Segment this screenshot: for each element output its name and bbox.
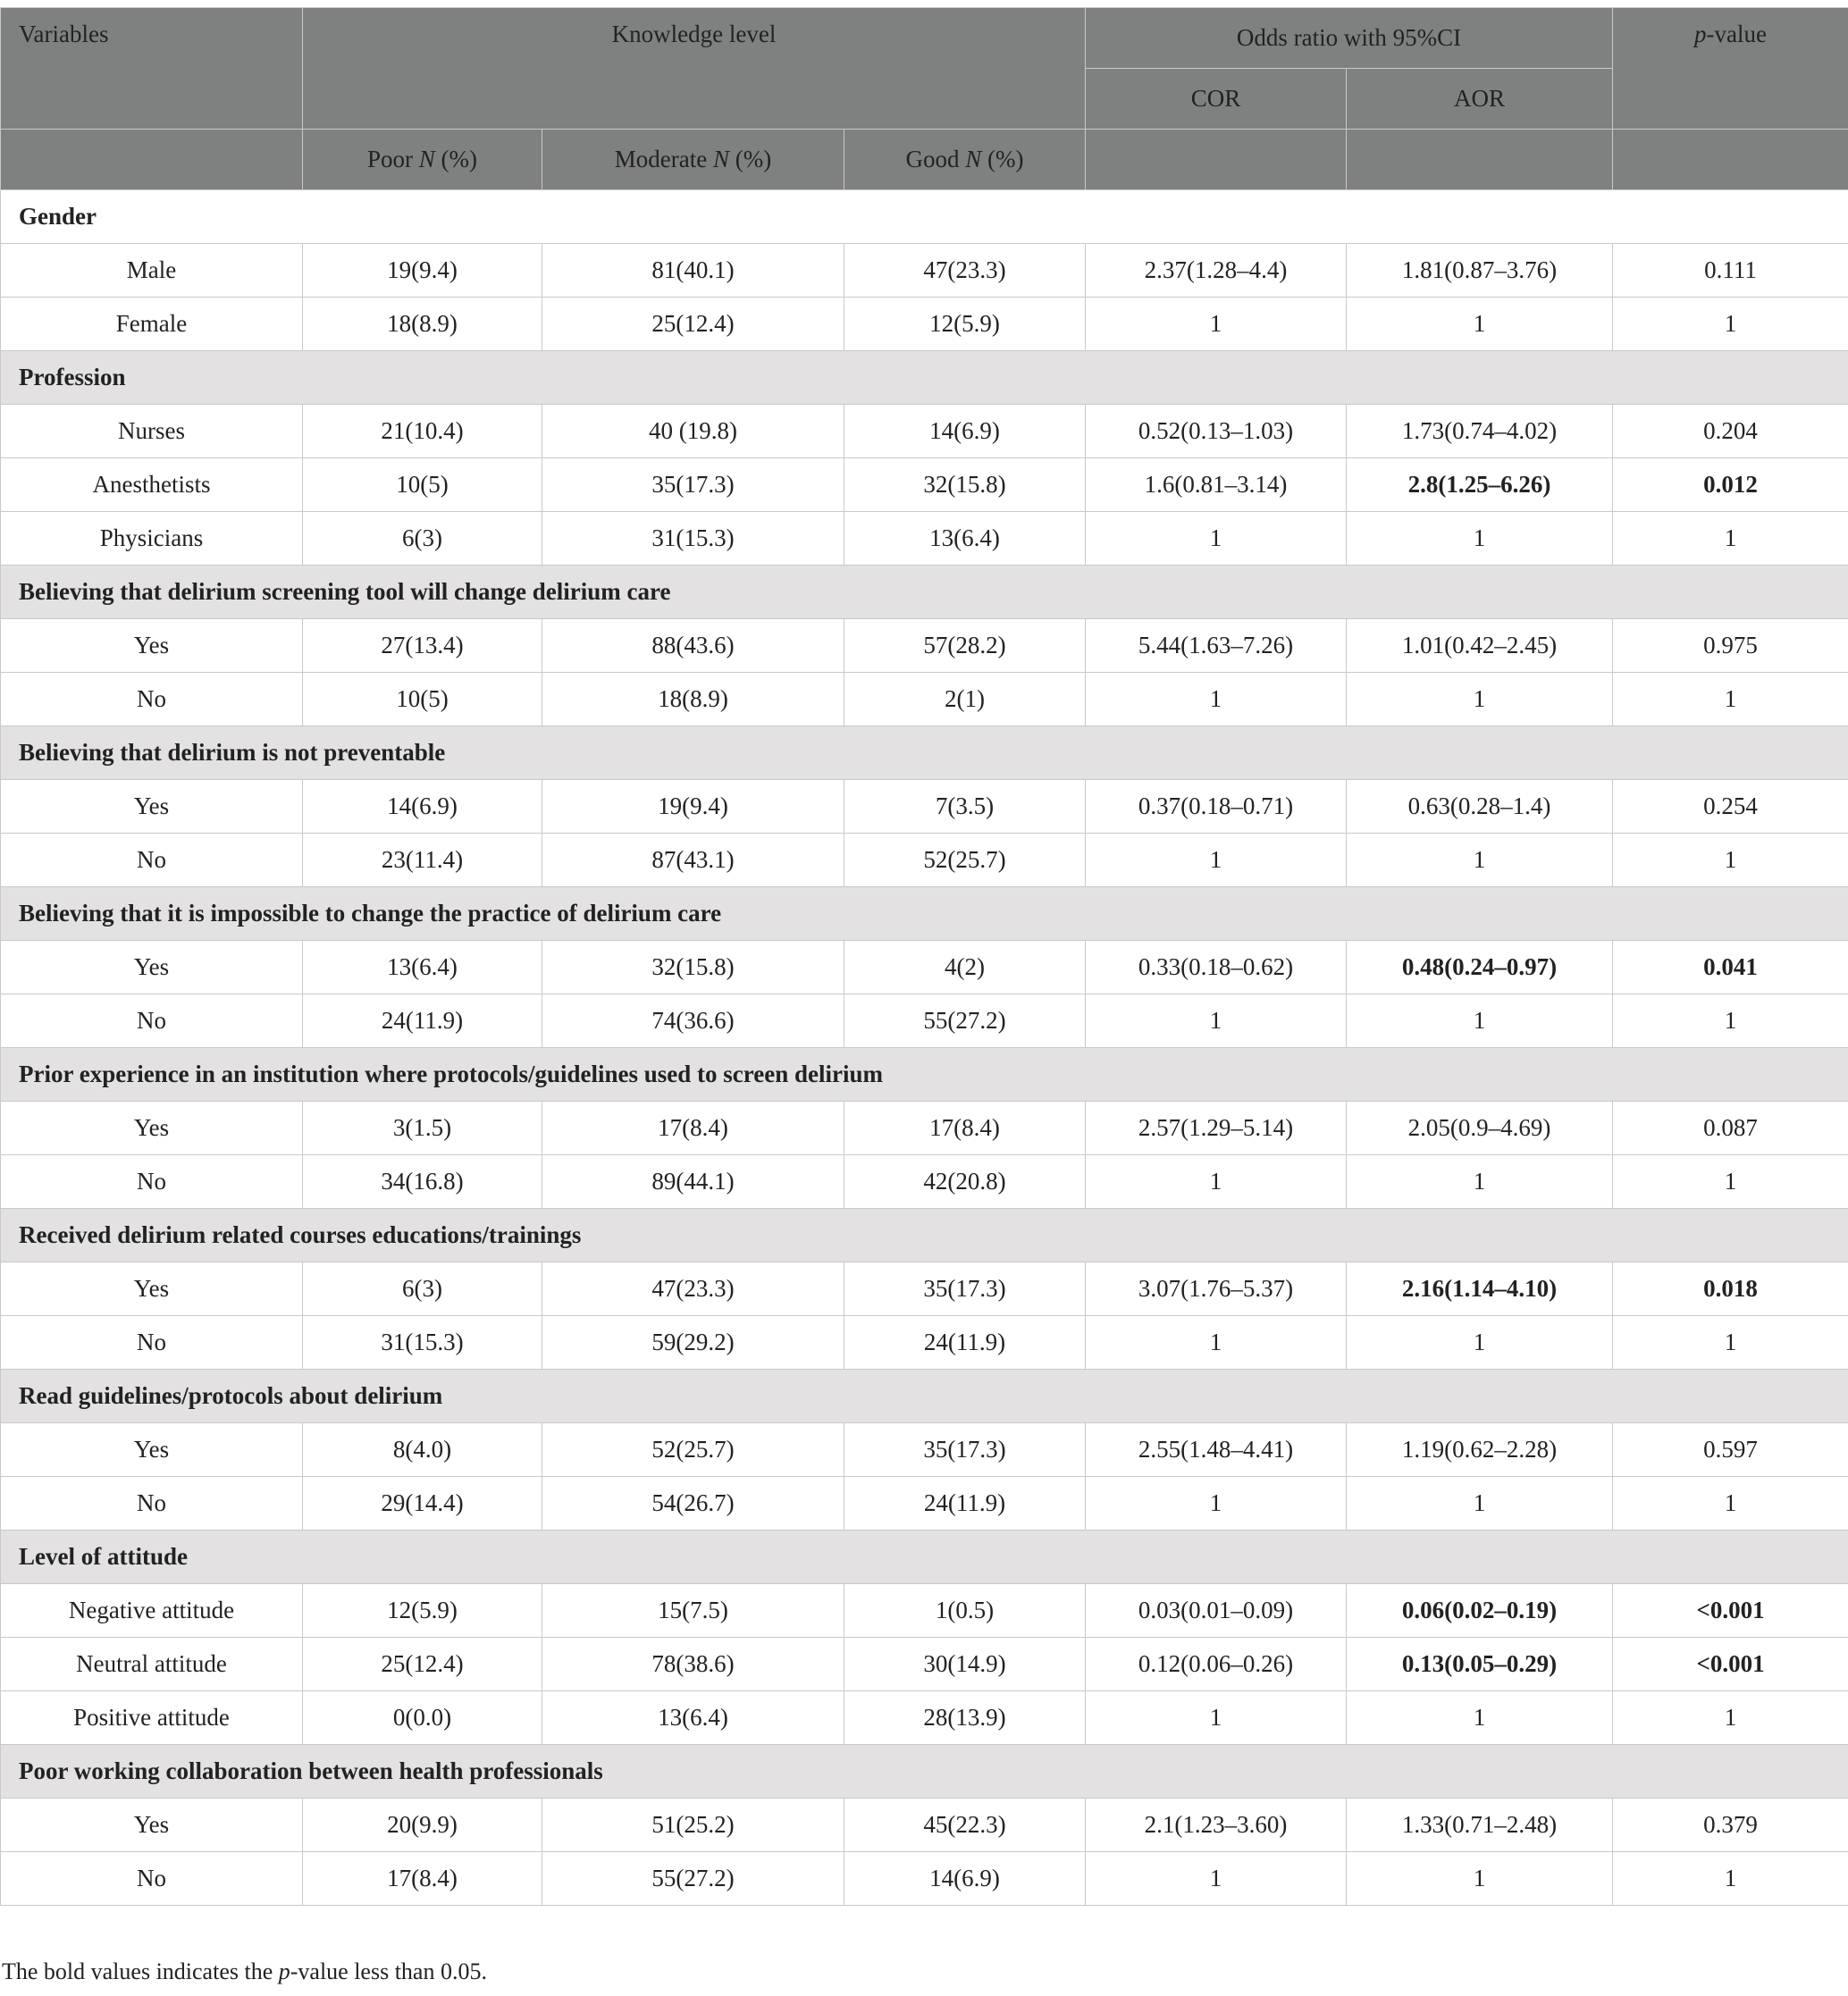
- cell-p: 1: [1613, 1852, 1848, 1906]
- row-label: Yes: [1, 619, 303, 673]
- cell-p: 1: [1613, 1477, 1848, 1531]
- cell-poor: 23(11.4): [303, 834, 542, 887]
- cell-good: 4(2): [844, 941, 1086, 994]
- cell-poor: 18(8.9): [303, 298, 542, 351]
- row-label: Yes: [1, 1262, 303, 1316]
- row-label: No: [1, 1852, 303, 1906]
- header-blank: [1613, 130, 1848, 190]
- cell-aor: 1: [1347, 1316, 1613, 1370]
- cell-poor: 12(5.9): [303, 1584, 542, 1638]
- table-row: [1, 1477, 1848, 1531]
- cell-poor: 10(5): [303, 458, 542, 512]
- cell-poor: 14(6.9): [303, 780, 542, 834]
- cell-poor: 0(0.0): [303, 1691, 542, 1745]
- table-row: [1, 1638, 1848, 1691]
- cell-moderate: 59(29.2): [542, 1316, 844, 1370]
- row-label: No: [1, 994, 303, 1048]
- cell-good: 42(20.8): [844, 1155, 1086, 1209]
- cell-cor: 0.33(0.18–0.62): [1086, 941, 1347, 994]
- cell-aor: 1: [1347, 298, 1613, 351]
- cell-poor: 34(16.8): [303, 1155, 542, 1209]
- cell-poor: 24(11.9): [303, 994, 542, 1048]
- header-moderate-pct: (%): [728, 146, 772, 172]
- cell-good: 35(17.3): [844, 1423, 1086, 1477]
- table-row: [1, 1852, 1848, 1906]
- cell-aor: 2.05(0.9–4.69): [1347, 1102, 1613, 1155]
- cell-poor: 21(10.4): [303, 405, 542, 458]
- row-label: Yes: [1, 941, 303, 994]
- cell-p: 0.111: [1613, 244, 1848, 298]
- cell-good: 57(28.2): [844, 619, 1086, 673]
- cell-good: 7(3.5): [844, 780, 1086, 834]
- group-row: [1, 1048, 1848, 1102]
- cell-good: 12(5.9): [844, 298, 1086, 351]
- header-cor: COR: [1086, 69, 1347, 130]
- row-label: Anesthetists: [1, 458, 303, 512]
- cell-poor: 19(9.4): [303, 244, 542, 298]
- header-variables: Variables: [1, 8, 303, 130]
- cell-good: 45(22.3): [844, 1799, 1086, 1852]
- footnote-p: p: [278, 1958, 290, 1984]
- cell-p: 0.012: [1613, 458, 1848, 512]
- cell-poor: 8(4.0): [303, 1423, 542, 1477]
- table-row: [1, 1102, 1848, 1155]
- row-label: No: [1, 1316, 303, 1370]
- cell-cor: 0.03(0.01–0.09): [1086, 1584, 1347, 1638]
- row-label: No: [1, 834, 303, 887]
- cell-good: 14(6.9): [844, 405, 1086, 458]
- cell-cor: 1: [1086, 994, 1347, 1048]
- cell-aor: 2.8(1.25–6.26): [1347, 458, 1613, 512]
- cell-aor: 1: [1347, 673, 1613, 726]
- cell-good: 2(1): [844, 673, 1086, 726]
- cell-aor: 1: [1347, 1155, 1613, 1209]
- cell-aor: 1.33(0.71–2.48): [1347, 1799, 1613, 1852]
- cell-p: 0.254: [1613, 780, 1848, 834]
- cell-moderate: 18(8.9): [542, 673, 844, 726]
- cell-p: 1: [1613, 298, 1848, 351]
- cell-good: 24(11.9): [844, 1316, 1086, 1370]
- cell-moderate: 25(12.4): [542, 298, 844, 351]
- cell-cor: 2.37(1.28–4.4): [1086, 244, 1347, 298]
- cell-cor: 1: [1086, 1852, 1347, 1906]
- table-row: [1, 1691, 1848, 1745]
- cell-p: 1: [1613, 512, 1848, 566]
- cell-aor: 1: [1347, 834, 1613, 887]
- row-label: No: [1, 1477, 303, 1531]
- cell-poor: 20(9.9): [303, 1799, 542, 1852]
- cell-aor: 1.01(0.42–2.45): [1347, 619, 1613, 673]
- cell-aor: 0.63(0.28–1.4): [1347, 780, 1613, 834]
- cell-aor: 1: [1347, 994, 1613, 1048]
- cell-p: 1: [1613, 1691, 1848, 1745]
- cell-cor: 2.55(1.48–4.41): [1086, 1423, 1347, 1477]
- cell-p: 1: [1613, 994, 1848, 1048]
- header-poor-label: Poor: [366, 146, 419, 172]
- cell-cor: 1: [1086, 1155, 1347, 1209]
- cell-cor: 1: [1086, 512, 1347, 566]
- cell-moderate: 19(9.4): [542, 780, 844, 834]
- cell-good: 47(23.3): [844, 244, 1086, 298]
- cell-poor: 6(3): [303, 1262, 542, 1316]
- group-row: [1, 1209, 1848, 1262]
- group-title: Level of attitude: [1, 1531, 1848, 1584]
- group-title: Poor working collaboration between health professionals: [1, 1745, 1848, 1799]
- row-label: No: [1, 1155, 303, 1209]
- table-row: [1, 780, 1848, 834]
- group-row: [1, 1531, 1848, 1584]
- row-label: Female: [1, 298, 303, 351]
- table-row: [1, 512, 1848, 566]
- cell-p: 0.379: [1613, 1799, 1848, 1852]
- table-row: [1, 673, 1848, 726]
- cell-p: 0.018: [1613, 1262, 1848, 1316]
- cell-moderate: 89(44.1): [542, 1155, 844, 1209]
- cell-aor: 0.13(0.05–0.29): [1347, 1638, 1613, 1691]
- cell-aor: 0.48(0.24–0.97): [1347, 941, 1613, 994]
- header-poor-n: N: [418, 146, 435, 172]
- table-row: [1, 244, 1848, 298]
- table-row: [1, 1155, 1848, 1209]
- cell-aor: 1: [1347, 1852, 1613, 1906]
- cell-p: <0.001: [1613, 1638, 1848, 1691]
- cell-moderate: 88(43.6): [542, 619, 844, 673]
- footnote-after: -value less than 0.05.: [290, 1958, 487, 1984]
- table-row: [1, 458, 1848, 512]
- cell-poor: 3(1.5): [303, 1102, 542, 1155]
- cell-p: 1: [1613, 1155, 1848, 1209]
- header-poor: [303, 130, 542, 190]
- cell-poor: 10(5): [303, 673, 542, 726]
- cell-cor: 3.07(1.76–5.37): [1086, 1262, 1347, 1316]
- group-row: [1, 351, 1848, 405]
- cell-good: 24(11.9): [844, 1477, 1086, 1531]
- header-poor-pct: (%): [434, 146, 477, 172]
- cell-moderate: 74(36.6): [542, 994, 844, 1048]
- cell-good: 35(17.3): [844, 1262, 1086, 1316]
- row-label: Yes: [1, 1423, 303, 1477]
- row-label: Yes: [1, 1102, 303, 1155]
- cell-poor: 17(8.4): [303, 1852, 542, 1906]
- group-row: [1, 190, 1848, 244]
- table-row: [1, 1584, 1848, 1638]
- cell-p: 0.975: [1613, 619, 1848, 673]
- cell-p: <0.001: [1613, 1584, 1848, 1638]
- group-title: Believing that it is impossible to change the practice of delirium care: [1, 887, 1848, 941]
- header-moderate: [542, 130, 844, 190]
- table-row: [1, 1262, 1848, 1316]
- cell-poor: 13(6.4): [303, 941, 542, 994]
- table-row: [1, 405, 1848, 458]
- cell-good: 32(15.8): [844, 458, 1086, 512]
- cell-cor: 0.37(0.18–0.71): [1086, 780, 1347, 834]
- cell-cor: 1: [1086, 1316, 1347, 1370]
- cell-aor: 1.81(0.87–3.76): [1347, 244, 1613, 298]
- cell-cor: 1: [1086, 834, 1347, 887]
- cell-p: 0.087: [1613, 1102, 1848, 1155]
- table-row: [1, 619, 1848, 673]
- row-label: Male: [1, 244, 303, 298]
- cell-good: 28(13.9): [844, 1691, 1086, 1745]
- cell-aor: 1: [1347, 512, 1613, 566]
- cell-aor: 0.06(0.02–0.19): [1347, 1584, 1613, 1638]
- group-row: [1, 887, 1848, 941]
- row-label: Physicians: [1, 512, 303, 566]
- cell-moderate: 47(23.3): [542, 1262, 844, 1316]
- cell-cor: 2.57(1.29–5.14): [1086, 1102, 1347, 1155]
- header-good-label: Good: [905, 146, 966, 172]
- group-title: Received delirium related courses educations/trainings: [1, 1209, 1848, 1262]
- group-row: [1, 1370, 1848, 1423]
- cell-p: 1: [1613, 673, 1848, 726]
- cell-moderate: 40 (19.8): [542, 405, 844, 458]
- group-title: Believing that delirium screening tool will change delirium care: [1, 566, 1848, 619]
- cell-moderate: 87(43.1): [542, 834, 844, 887]
- cell-good: 1(0.5): [844, 1584, 1086, 1638]
- cell-good: 55(27.2): [844, 994, 1086, 1048]
- cell-poor: 29(14.4): [303, 1477, 542, 1531]
- group-row: [1, 726, 1848, 780]
- header-blank: [1, 130, 303, 190]
- cell-aor: 1.73(0.74–4.02): [1347, 405, 1613, 458]
- footnote-before: The bold values indicates the: [2, 1958, 279, 1984]
- header-knowledge-level: Knowledge level: [303, 8, 1086, 130]
- header-odds-ratio: Odds ratio with 95%CI: [1086, 8, 1613, 69]
- cell-poor: 25(12.4): [303, 1638, 542, 1691]
- cell-aor: 2.16(1.14–4.10): [1347, 1262, 1613, 1316]
- results-table: [0, 7, 1848, 1906]
- footnote: [2, 1958, 487, 1985]
- header-p-value: [1613, 8, 1848, 130]
- header-good-pct: (%): [981, 146, 1024, 172]
- cell-moderate: 78(38.6): [542, 1638, 844, 1691]
- table-row: [1, 298, 1848, 351]
- group-title: Read guidelines/protocols about delirium: [1, 1370, 1848, 1423]
- cell-cor: 1.6(0.81–3.14): [1086, 458, 1347, 512]
- cell-cor: 1: [1086, 1691, 1347, 1745]
- header-blank: [1347, 130, 1613, 190]
- cell-aor: 1.19(0.62–2.28): [1347, 1423, 1613, 1477]
- cell-good: 30(14.9): [844, 1638, 1086, 1691]
- cell-cor: 0.52(0.13–1.03): [1086, 405, 1347, 458]
- cell-moderate: 54(26.7): [542, 1477, 844, 1531]
- cell-poor: 31(15.3): [303, 1316, 542, 1370]
- table-row: [1, 1799, 1848, 1852]
- cell-good: 13(6.4): [844, 512, 1086, 566]
- row-label: Positive attitude: [1, 1691, 303, 1745]
- cell-p: 0.204: [1613, 405, 1848, 458]
- cell-moderate: 32(15.8): [542, 941, 844, 994]
- cell-moderate: 51(25.2): [542, 1799, 844, 1852]
- header-blank: [1086, 130, 1347, 190]
- header-p-rest: -value: [1706, 21, 1767, 47]
- table-row: [1, 1423, 1848, 1477]
- group-title: Profession: [1, 351, 1848, 405]
- cell-moderate: 81(40.1): [542, 244, 844, 298]
- table-row: [1, 834, 1848, 887]
- cell-good: 17(8.4): [844, 1102, 1086, 1155]
- cell-poor: 6(3): [303, 512, 542, 566]
- cell-poor: 27(13.4): [303, 619, 542, 673]
- cell-moderate: 31(15.3): [542, 512, 844, 566]
- header-p-italic: p: [1694, 21, 1707, 47]
- cell-moderate: 17(8.4): [542, 1102, 844, 1155]
- row-label: Yes: [1, 1799, 303, 1852]
- cell-p: 0.597: [1613, 1423, 1848, 1477]
- cell-cor: 5.44(1.63–7.26): [1086, 619, 1347, 673]
- cell-cor: 1: [1086, 1477, 1347, 1531]
- cell-good: 52(25.7): [844, 834, 1086, 887]
- cell-moderate: 55(27.2): [542, 1852, 844, 1906]
- cell-moderate: 13(6.4): [542, 1691, 844, 1745]
- table-row: [1, 941, 1848, 994]
- group-title: Prior experience in an institution where protocols/guidelines used to screen delirium: [1, 1048, 1848, 1102]
- row-label: Yes: [1, 780, 303, 834]
- header-moderate-n: N: [712, 146, 729, 172]
- group-title: Believing that delirium is not preventable: [1, 726, 1848, 780]
- cell-p: 1: [1613, 834, 1848, 887]
- cell-moderate: 15(7.5): [542, 1584, 844, 1638]
- group-row: [1, 1745, 1848, 1799]
- group-title: Gender: [1, 190, 1848, 244]
- cell-aor: 1: [1347, 1477, 1613, 1531]
- row-label: No: [1, 673, 303, 726]
- table-row: [1, 994, 1848, 1048]
- cell-moderate: 35(17.3): [542, 458, 844, 512]
- group-row: [1, 566, 1848, 619]
- cell-cor: 1: [1086, 298, 1347, 351]
- cell-p: 1: [1613, 1316, 1848, 1370]
- header-good-n: N: [965, 146, 982, 172]
- cell-cor: 2.1(1.23–3.60): [1086, 1799, 1347, 1852]
- header-aor: AOR: [1347, 69, 1613, 130]
- cell-good: 14(6.9): [844, 1852, 1086, 1906]
- cell-aor: 1: [1347, 1691, 1613, 1745]
- cell-cor: 0.12(0.06–0.26): [1086, 1638, 1347, 1691]
- row-label: Nurses: [1, 405, 303, 458]
- table-row: [1, 1316, 1848, 1370]
- row-label: Negative attitude: [1, 1584, 303, 1638]
- row-label: Neutral attitude: [1, 1638, 303, 1691]
- header-moderate-label: Moderate: [614, 146, 713, 172]
- cell-p: 0.041: [1613, 941, 1848, 994]
- header-good: [844, 130, 1086, 190]
- table-body: [1, 190, 1848, 1906]
- cell-cor: 1: [1086, 673, 1347, 726]
- cell-moderate: 52(25.7): [542, 1423, 844, 1477]
